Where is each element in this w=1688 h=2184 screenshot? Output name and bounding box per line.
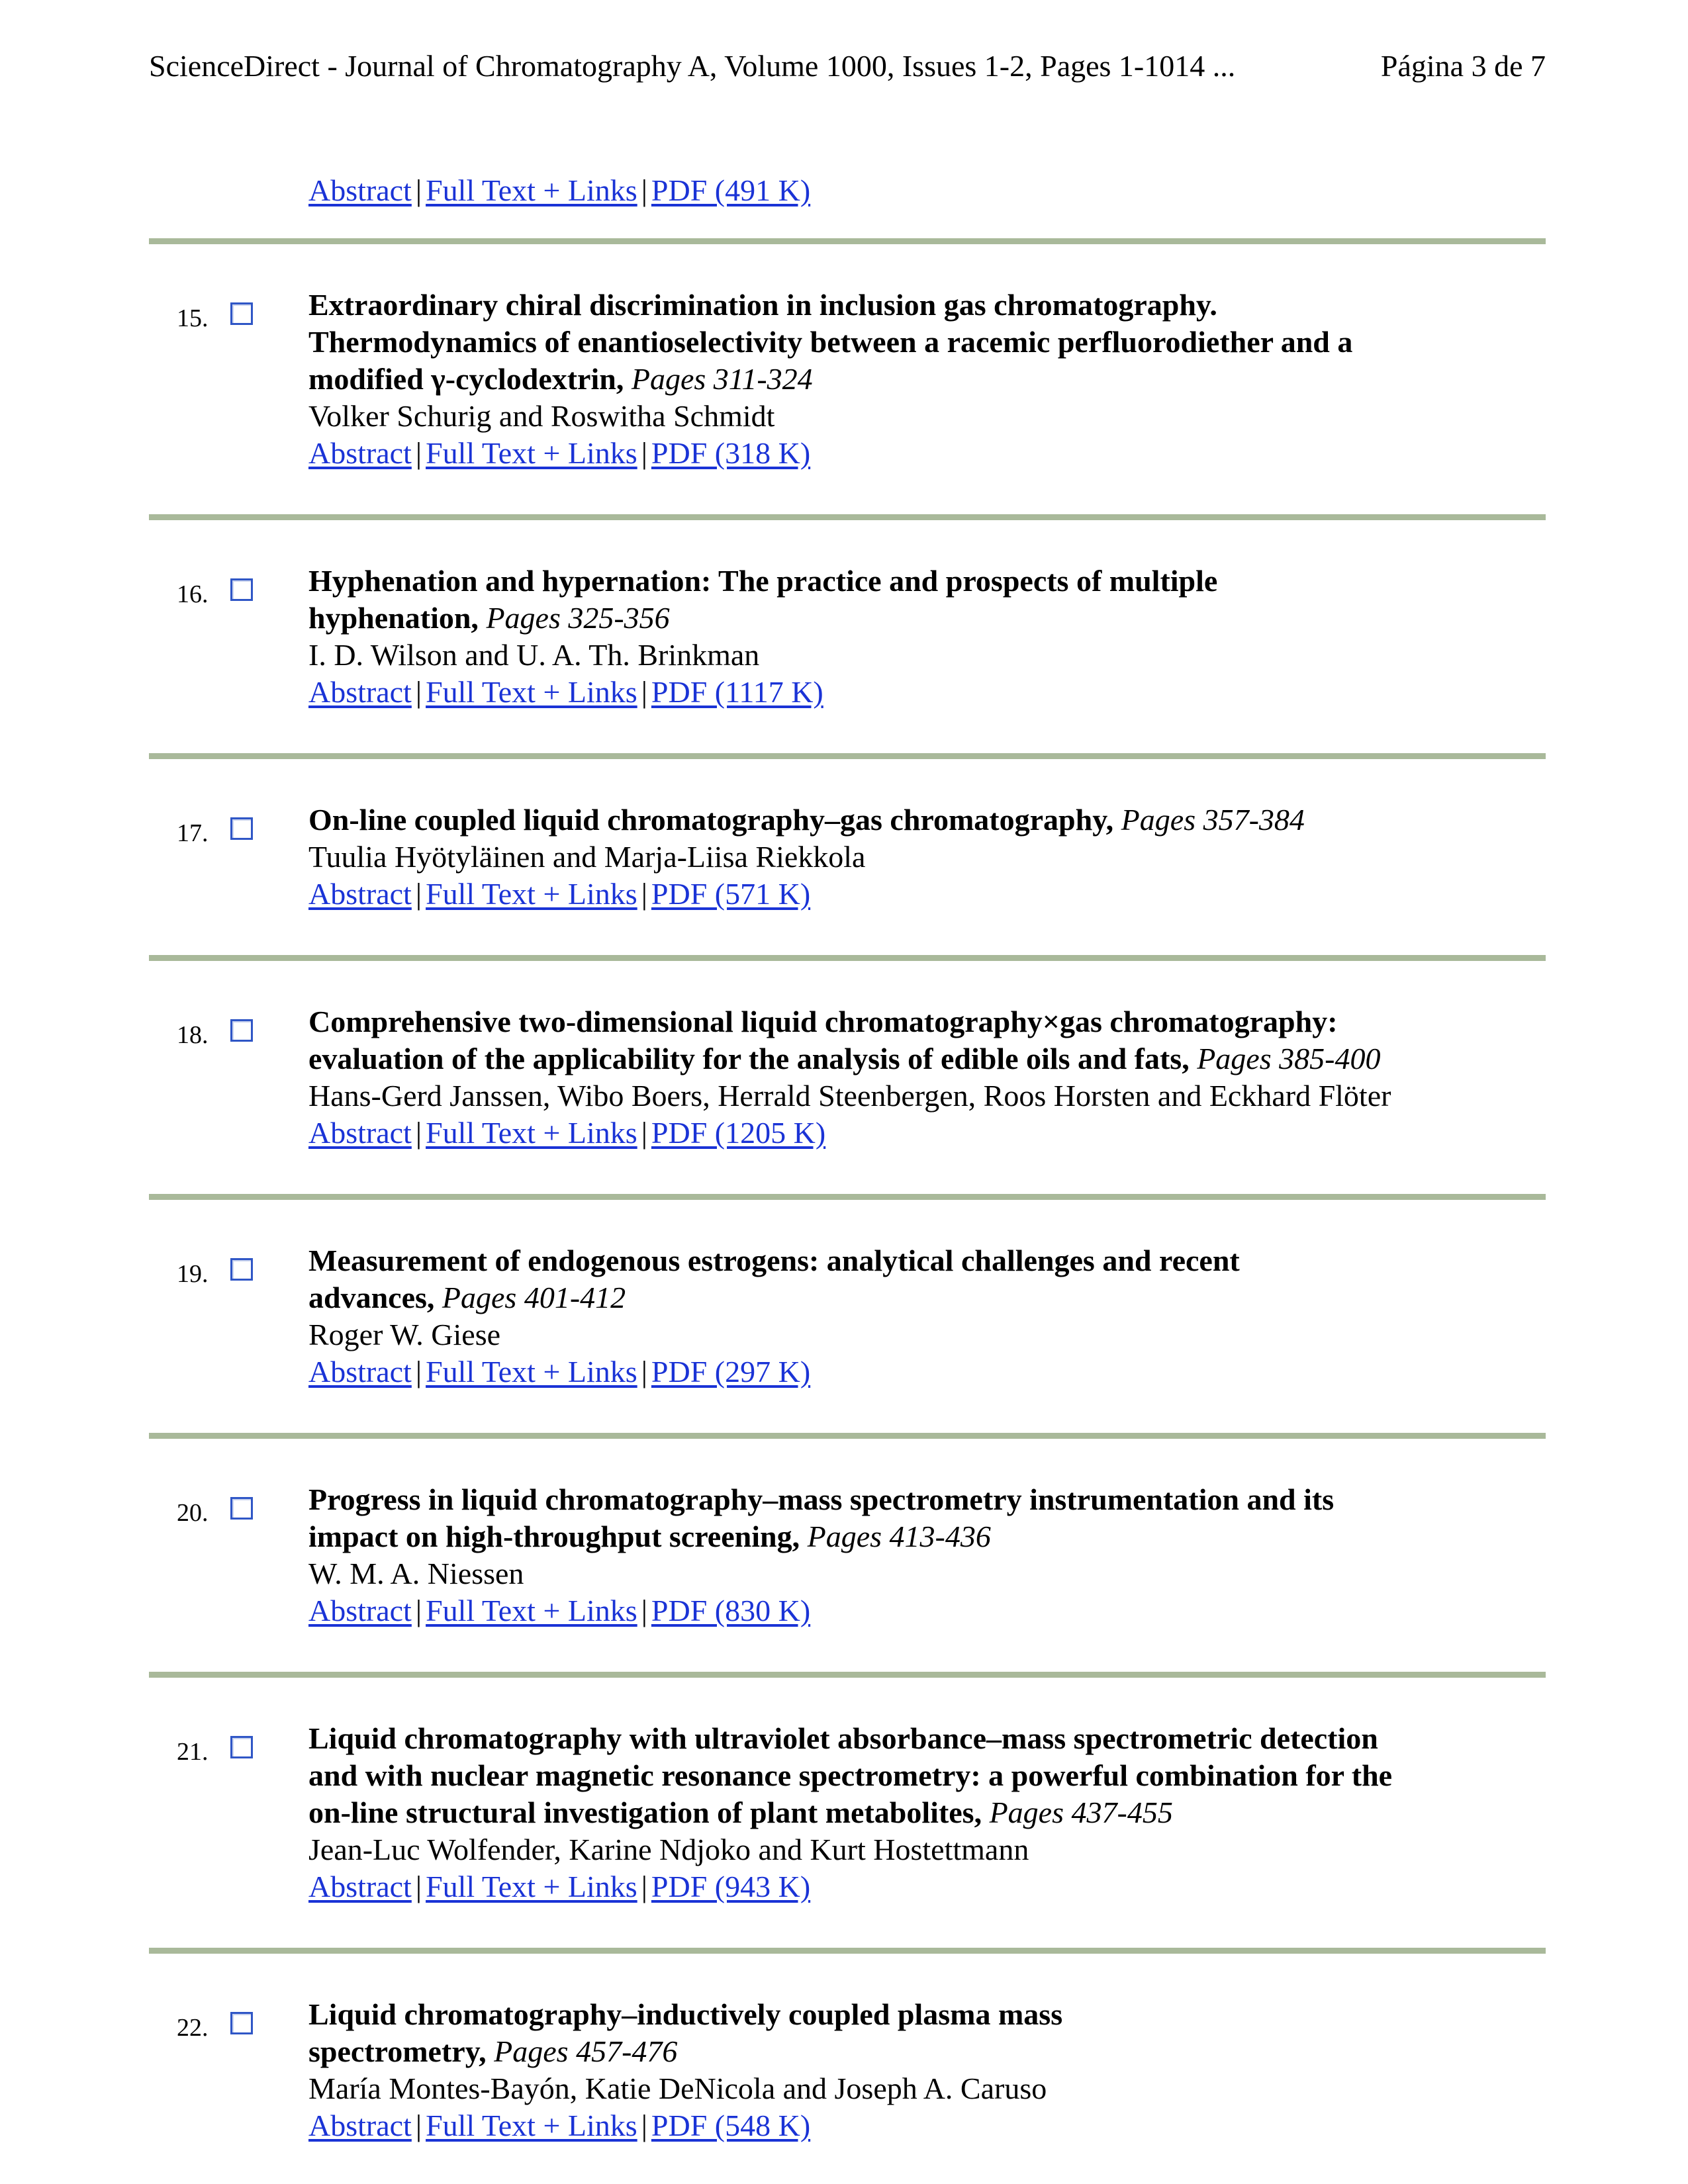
article-title [308, 1242, 1546, 1316]
link-separator: | [415, 877, 422, 911]
article-title [308, 1481, 1546, 1555]
select-article-checkbox[interactable] [230, 1497, 253, 1520]
article-authors: Hans-Gerd Janssen, Wibo Boers, Herrald Steenbergen, Roos Horsten and Eckhard Flöter [308, 1079, 1391, 1113]
article-links [308, 1353, 1546, 1390]
article-title-line: Progress in liquid chromatography–mass spectrometry instrumentation and its [308, 1482, 1335, 1516]
article-title-line [308, 801, 1546, 839]
article-links [308, 1592, 1546, 1629]
article-content [308, 287, 1546, 472]
link-separator: | [415, 1594, 422, 1627]
article-links [308, 1115, 1546, 1152]
article-title [308, 801, 1546, 839]
article-number: 22. [177, 2014, 209, 2042]
full-text-link[interactable]: Full Text + Links [426, 675, 637, 709]
article-links [308, 876, 1546, 913]
article-number: 16. [177, 580, 209, 608]
entry-spacer [149, 1629, 1546, 1672]
article-links [308, 435, 1546, 472]
article-pages: Pages 311-324 [631, 362, 813, 396]
article-authors: Volker Schurig and Roswitha Schmidt [308, 399, 775, 433]
article-title-line: Hyphenation and hypernation: The practice and prospects of multiple [308, 564, 1218, 598]
article-content [308, 1242, 1546, 1390]
select-article-checkbox[interactable] [230, 1736, 253, 1758]
article-entry [149, 1678, 1546, 1905]
article-title-line [308, 361, 1546, 398]
pdf-link[interactable]: PDF (318 K) [651, 436, 811, 470]
full-text-link[interactable]: Full Text + Links [426, 1116, 637, 1150]
article-entry [149, 759, 1546, 913]
divider [149, 1194, 1546, 1200]
article-pages: Pages 457-476 [494, 2034, 678, 2068]
full-text-link[interactable]: Full Text + Links [426, 1355, 637, 1388]
select-article-checkbox[interactable] [230, 1019, 253, 1042]
article-title [308, 563, 1546, 637]
abstract-link[interactable]: Abstract [308, 2109, 412, 2142]
page-number: Página 3 de 7 [1380, 49, 1546, 83]
article-entry [149, 1439, 1546, 1629]
divider [149, 753, 1546, 759]
article-number: 20. [177, 1499, 209, 1527]
link-separator: | [415, 1355, 422, 1388]
abstract-link[interactable]: Abstract [308, 877, 412, 911]
link-separator: | [641, 1594, 647, 1627]
link-separator: | [641, 1116, 647, 1150]
divider [149, 955, 1546, 961]
article-title-text: On-line coupled liquid chromatography–gas chromatography, [308, 803, 1114, 837]
article-entry [149, 1200, 1546, 1390]
article-pages: Pages 385-400 [1197, 1042, 1381, 1075]
article-title-line: Liquid chromatography with ultraviolet absorbance–mass spectrometric detection [308, 1721, 1378, 1755]
divider [149, 1948, 1546, 1954]
article-title-line: Liquid chromatography–inductively coupled plasma mass [308, 1997, 1063, 2031]
article-authors: I. D. Wilson and U. A. Th. Brinkman [308, 638, 760, 672]
divider [149, 1672, 1546, 1678]
pdf-link[interactable]: PDF (830 K) [651, 1594, 811, 1627]
article-content [308, 801, 1546, 913]
abstract-link[interactable]: Abstract [308, 1870, 412, 1903]
article-title-line [308, 1040, 1546, 1077]
divider [149, 514, 1546, 520]
article-authors: María Montes-Bayón, Katie DeNicola and Joseph A. Caruso [308, 2071, 1047, 2105]
article-title-text: spectrometry, [308, 2034, 487, 2068]
entry-spacer [149, 472, 1546, 514]
page-header-title: ScienceDirect - Journal of Chromatography A, Volume 1000, Issues 1-2, Pages 1-1014 ... [149, 49, 1236, 83]
article-authors: Tuulia Hyötyläinen and Marja-Liisa Riekkola [308, 840, 866, 874]
link-separator: | [641, 877, 647, 911]
link-separator: | [641, 1870, 647, 1903]
article-entry [149, 1954, 1546, 2144]
link-separator: | [641, 173, 647, 207]
article-number: 15. [177, 304, 209, 332]
pdf-link[interactable]: PDF (571 K) [651, 877, 811, 911]
top-links [308, 172, 810, 209]
article-entry [149, 961, 1546, 1152]
article-title [308, 1996, 1546, 2070]
link-separator: | [641, 1355, 647, 1388]
pdf-link[interactable]: PDF (1117 K) [651, 675, 823, 709]
article-pages: Pages 401-412 [442, 1281, 626, 1314]
article-title-text: evaluation of the applicability for the analysis of edible oils and fats, [308, 1042, 1190, 1075]
article-links [308, 674, 1546, 711]
abstract-link[interactable]: Abstract [308, 1594, 412, 1627]
entry-spacer [149, 1905, 1546, 1948]
article-title-text: hyphenation, [308, 601, 479, 635]
abstract-link[interactable]: Abstract [308, 675, 412, 709]
divider [149, 238, 1546, 244]
article-title-line: Comprehensive two-dimensional liquid chromatography×gas chromatography: [308, 1005, 1338, 1038]
entry-spacer [149, 1152, 1546, 1194]
article-pages: Pages 413-436 [807, 1520, 991, 1553]
article-number: 21. [177, 1738, 209, 1766]
article-title [308, 287, 1546, 398]
article-title-line [308, 1518, 1546, 1555]
article-title-text: impact on high-throughput screening, [308, 1520, 800, 1553]
article-links [308, 1868, 1546, 1905]
link-separator: | [415, 1870, 422, 1903]
full-text-link[interactable]: Full Text + Links [426, 436, 637, 470]
abstract-link[interactable]: Abstract [308, 1116, 412, 1150]
link-separator: | [641, 436, 647, 470]
article-title-line: Extraordinary chiral discrimination in inclusion gas chromatography. [308, 288, 1217, 322]
pdf-link[interactable]: PDF (548 K) [651, 2109, 811, 2142]
article-content [308, 563, 1546, 711]
article-entry [149, 244, 1546, 472]
article-number: 19. [177, 1260, 209, 1288]
select-article-checkbox[interactable] [230, 2012, 253, 2034]
full-text-link[interactable]: Full Text + Links [426, 173, 637, 207]
article-title [308, 1720, 1546, 1831]
full-text-link[interactable]: Full Text + Links [426, 2109, 637, 2142]
full-text-link[interactable]: Full Text + Links [426, 1870, 637, 1903]
entry-spacer [149, 711, 1546, 753]
article-title [308, 1003, 1546, 1077]
link-separator: | [415, 675, 422, 709]
article-pages: Pages 437-455 [989, 1796, 1173, 1829]
abstract-link[interactable]: Abstract [308, 436, 412, 470]
article-content [308, 1003, 1546, 1152]
article-title-line: Measurement of endogenous estrogens: analytical challenges and recent [308, 1244, 1240, 1277]
select-article-checkbox[interactable] [230, 302, 253, 325]
article-title-line: Thermodynamics of enantioselectivity between a racemic perfluorodiether and a [308, 325, 1353, 359]
link-separator: | [415, 173, 422, 207]
divider [149, 1433, 1546, 1439]
article-links [308, 2107, 1546, 2144]
article-title-line [308, 1794, 1546, 1831]
pdf-link[interactable]: PDF (943 K) [651, 1870, 811, 1903]
page-header [149, 48, 1546, 85]
pdf-link[interactable]: PDF (491 K) [651, 173, 811, 207]
entry-spacer [149, 1390, 1546, 1433]
link-separator: | [641, 675, 647, 709]
select-article-checkbox[interactable] [230, 578, 253, 601]
article-authors: Roger W. Giese [308, 1318, 501, 1351]
article-authors: W. M. A. Niessen [308, 1557, 524, 1590]
pdf-link[interactable]: PDF (1205 K) [651, 1116, 826, 1150]
entry-spacer [149, 913, 1546, 955]
article-title-line [308, 1279, 1546, 1316]
link-separator: | [415, 436, 422, 470]
full-text-link[interactable]: Full Text + Links [426, 877, 637, 911]
link-separator: | [641, 2109, 647, 2142]
article-content [308, 1481, 1546, 1629]
article-number: 17. [177, 819, 209, 847]
article-content [308, 1720, 1546, 1905]
article-title-text: on-line structural investigation of plant metabolites, [308, 1796, 982, 1829]
article-list [149, 238, 1546, 2144]
article-pages: Pages 325-356 [486, 601, 670, 635]
link-separator: | [415, 1116, 422, 1150]
article-title-line [308, 2033, 1546, 2070]
article-number: 18. [177, 1021, 209, 1049]
article-content [308, 1996, 1546, 2144]
article-entry [149, 520, 1546, 711]
article-pages: Pages 357-384 [1121, 803, 1305, 837]
pdf-link[interactable]: PDF (297 K) [651, 1355, 811, 1388]
article-title-text: modified γ-cyclodextrin, [308, 362, 624, 396]
select-article-checkbox[interactable] [230, 1258, 253, 1281]
article-title-line [308, 600, 1546, 637]
full-text-link[interactable]: Full Text + Links [426, 1594, 637, 1627]
article-title-line: and with nuclear magnetic resonance spectrometry: a powerful combination for the [308, 1758, 1393, 1792]
article-authors: Jean-Luc Wolfender, Karine Ndjoko and Kurt Hostettmann [308, 1833, 1029, 1866]
select-article-checkbox[interactable] [230, 817, 253, 840]
article-title-text: advances, [308, 1281, 435, 1314]
abstract-link[interactable]: Abstract [308, 1355, 412, 1388]
abstract-link[interactable]: Abstract [308, 173, 412, 207]
link-separator: | [415, 2109, 422, 2142]
